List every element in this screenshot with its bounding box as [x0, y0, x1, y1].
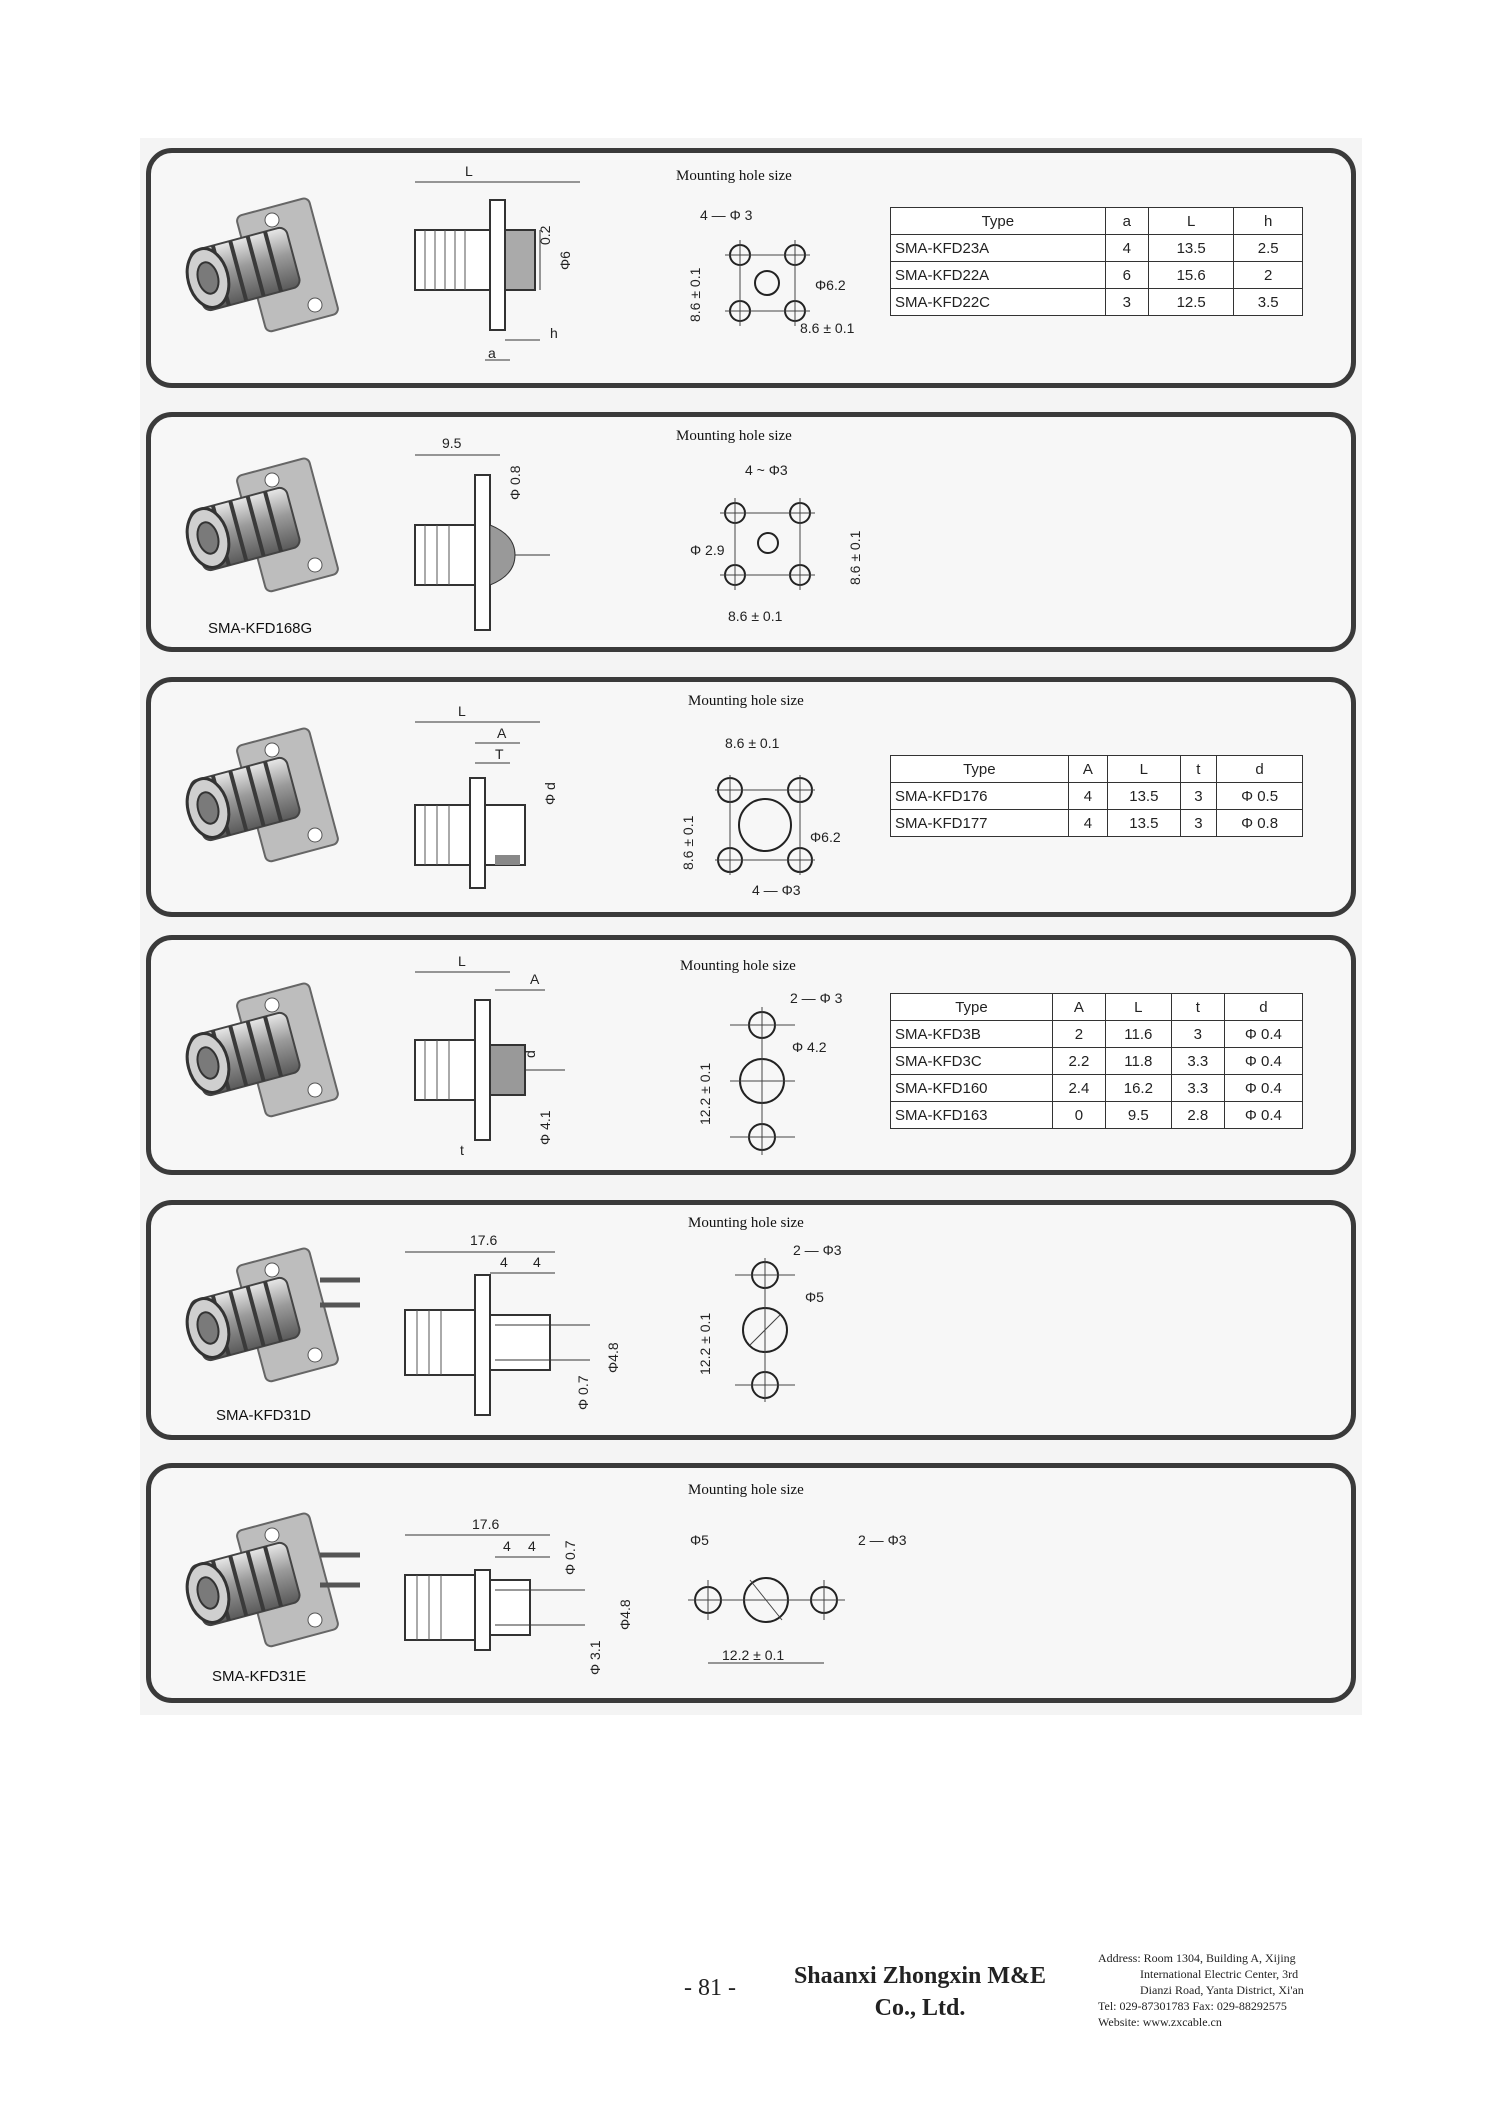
- spec-table-4: [890, 993, 1303, 1129]
- table-header: Type: [891, 756, 1069, 783]
- connector-photo-5: [180, 1250, 370, 1390]
- dim-label: Φ6.2: [815, 277, 846, 293]
- company-line-1: Shaanxi Zhongxin M&E: [793, 1963, 1047, 1989]
- spec-table-1: [890, 207, 1303, 316]
- dim-label: Φ5: [805, 1289, 824, 1305]
- dim-label: 8.6 ± 0.1: [725, 735, 780, 751]
- dim-label: 8.6 ± 0.1: [800, 320, 855, 336]
- address-line-3: Dianzi Road, Yanta District, Xi'an: [1140, 1983, 1304, 1997]
- dim-label: Φ 4.2: [792, 1039, 827, 1055]
- table-header: Type: [891, 208, 1106, 235]
- table-row: SMA-KFD22C 3 12.5 3.5: [891, 289, 1303, 316]
- table-row: SMA-KFD3C 2.2 11.8 3.3 Φ 0.4: [891, 1048, 1303, 1075]
- hole-pattern-6: [680, 1525, 940, 1675]
- dim-label: Φ6.2: [810, 829, 841, 845]
- dim-label: d: [522, 1050, 538, 1058]
- dim-label: 4 — Φ3: [752, 882, 801, 898]
- dim-label: 17.6: [470, 1232, 498, 1248]
- dim-label: 8.6 ± 0.1: [728, 608, 783, 624]
- side-view-drawing-6: [400, 1515, 640, 1700]
- dim-label: 17.6: [472, 1516, 500, 1532]
- table-row: SMA-KFD160 2.4 16.2 3.3 Φ 0.4: [891, 1075, 1303, 1102]
- dim-label: Φ 4.1: [537, 1110, 553, 1145]
- dim-label: 8.6 ± 0.1: [847, 530, 863, 585]
- side-view-drawing-4: [400, 950, 580, 1160]
- dim-label: Φ5: [690, 1532, 709, 1548]
- dim-label: h: [550, 325, 558, 341]
- company-contact: [1098, 1950, 1348, 2030]
- dim-label: Φ 0.8: [507, 465, 523, 500]
- table-header: t: [1180, 756, 1217, 783]
- dim-label: 4 — Φ 3: [700, 207, 753, 223]
- website-link: Website: www.zxcable.cn: [1098, 2015, 1222, 2029]
- table-header: L: [1105, 994, 1171, 1021]
- dim-label: 8.6 ± 0.1: [680, 815, 696, 870]
- tel-fax: Tel: 029-87301783 Fax: 029-88292575: [1098, 1999, 1287, 2013]
- address-line-1: Address: Room 1304, Building A, Xijing: [1098, 1951, 1296, 1965]
- dim-label: 0.2: [537, 225, 553, 245]
- dim-label: Φ 3.1: [587, 1640, 603, 1675]
- mounting-hole-title-5: Mounting hole size: [688, 1215, 804, 1231]
- dim-label: L: [458, 953, 466, 969]
- page-number: - 81 -: [684, 1975, 736, 2001]
- dim-label: Φ4.8: [605, 1342, 621, 1373]
- dim-label: 4: [503, 1538, 511, 1554]
- dim-label: 8.6 ± 0.1: [687, 267, 703, 322]
- dim-label: 2 — Φ3: [858, 1532, 907, 1548]
- table-row: SMA-KFD22A 6 15.6 2: [891, 262, 1303, 289]
- dim-label: Φ4.8: [617, 1599, 633, 1630]
- mounting-hole-title-3: Mounting hole size: [688, 693, 804, 709]
- dim-label: 9.5: [442, 435, 462, 451]
- dim-label: A: [530, 971, 540, 987]
- mounting-hole-title-6: Mounting hole size: [688, 1482, 804, 1498]
- table-row: SMA-KFD176 4 13.5 3 Φ 0.5: [891, 783, 1303, 810]
- dim-label: t: [460, 1142, 464, 1158]
- table-header: a: [1105, 208, 1148, 235]
- mounting-hole-title-1: Mounting hole size: [676, 168, 792, 184]
- dim-label: Φ 0.7: [562, 1540, 578, 1575]
- dim-label: Φ 0.7: [575, 1375, 591, 1410]
- dim-label: L: [458, 703, 466, 719]
- table-row: SMA-KFD163 0 9.5 2.8 Φ 0.4: [891, 1102, 1303, 1129]
- table-header: A: [1052, 994, 1105, 1021]
- table-row: SMA-KFD177 4 13.5 3 Φ 0.8: [891, 810, 1303, 837]
- table-header: A: [1068, 756, 1107, 783]
- table-row: SMA-KFD3B 2 11.6 3 Φ 0.4: [891, 1021, 1303, 1048]
- table-header: d: [1224, 994, 1302, 1021]
- mounting-hole-title-2: Mounting hole size: [676, 428, 792, 444]
- dim-label: 12.2 ± 0.1: [697, 1062, 713, 1125]
- dim-label: 4: [500, 1254, 508, 1270]
- dim-label: 2 — Φ3: [793, 1242, 842, 1258]
- table-header: t: [1171, 994, 1224, 1021]
- mounting-hole-title-4: Mounting hole size: [680, 958, 796, 974]
- hole-pattern-3: [680, 730, 880, 905]
- dim-label: Φ6: [557, 251, 573, 270]
- table-header: h: [1234, 208, 1303, 235]
- hole-pattern-5: [680, 1240, 880, 1420]
- dim-label: Φ d: [542, 782, 558, 805]
- dim-label: Φ 2.9: [690, 542, 725, 558]
- side-view-drawing-1: [400, 160, 620, 370]
- dim-label: 4 ~ Φ3: [745, 462, 788, 478]
- hole-pattern-2: [680, 455, 880, 635]
- model-label-2: SMA-KFD168G: [208, 620, 313, 637]
- connector-photo-4: [180, 985, 370, 1125]
- connector-photo-1: [180, 200, 370, 340]
- company-line-2: Co., Ltd.: [874, 1995, 966, 2021]
- table-header: L: [1148, 208, 1233, 235]
- dim-label: T: [495, 746, 504, 762]
- model-label-5: SMA-KFD31D: [216, 1407, 312, 1424]
- address-line-2: International Electric Center, 3rd: [1140, 1967, 1299, 1981]
- dim-label: L: [465, 163, 473, 179]
- hole-pattern-1: [680, 200, 880, 350]
- side-view-drawing-2: [400, 430, 560, 630]
- dim-label: 4: [533, 1254, 541, 1270]
- table-header: Type: [891, 994, 1053, 1021]
- dim-label: 12.2 ± 0.1: [722, 1647, 785, 1663]
- company-name: [770, 1960, 1070, 2024]
- model-label-6: SMA-KFD31E: [212, 1668, 307, 1685]
- table-row: SMA-KFD23A 4 13.5 2.5: [891, 235, 1303, 262]
- side-view-drawing-3: [400, 700, 580, 900]
- table-header: d: [1217, 756, 1303, 783]
- dim-label: 12.2 ± 0.1: [697, 1312, 713, 1375]
- dim-label: 2 — Φ 3: [790, 990, 843, 1006]
- connector-photo-2: [180, 460, 370, 600]
- connector-photo-3: [180, 730, 370, 870]
- table-header: L: [1108, 756, 1180, 783]
- dim-label: 4: [528, 1538, 536, 1554]
- spec-table-3: [890, 755, 1303, 837]
- side-view-drawing-5: [400, 1225, 640, 1425]
- dim-label: a: [488, 345, 496, 361]
- connector-photo-6: [180, 1515, 370, 1655]
- dim-label: A: [497, 725, 507, 741]
- hole-pattern-4: [680, 985, 880, 1160]
